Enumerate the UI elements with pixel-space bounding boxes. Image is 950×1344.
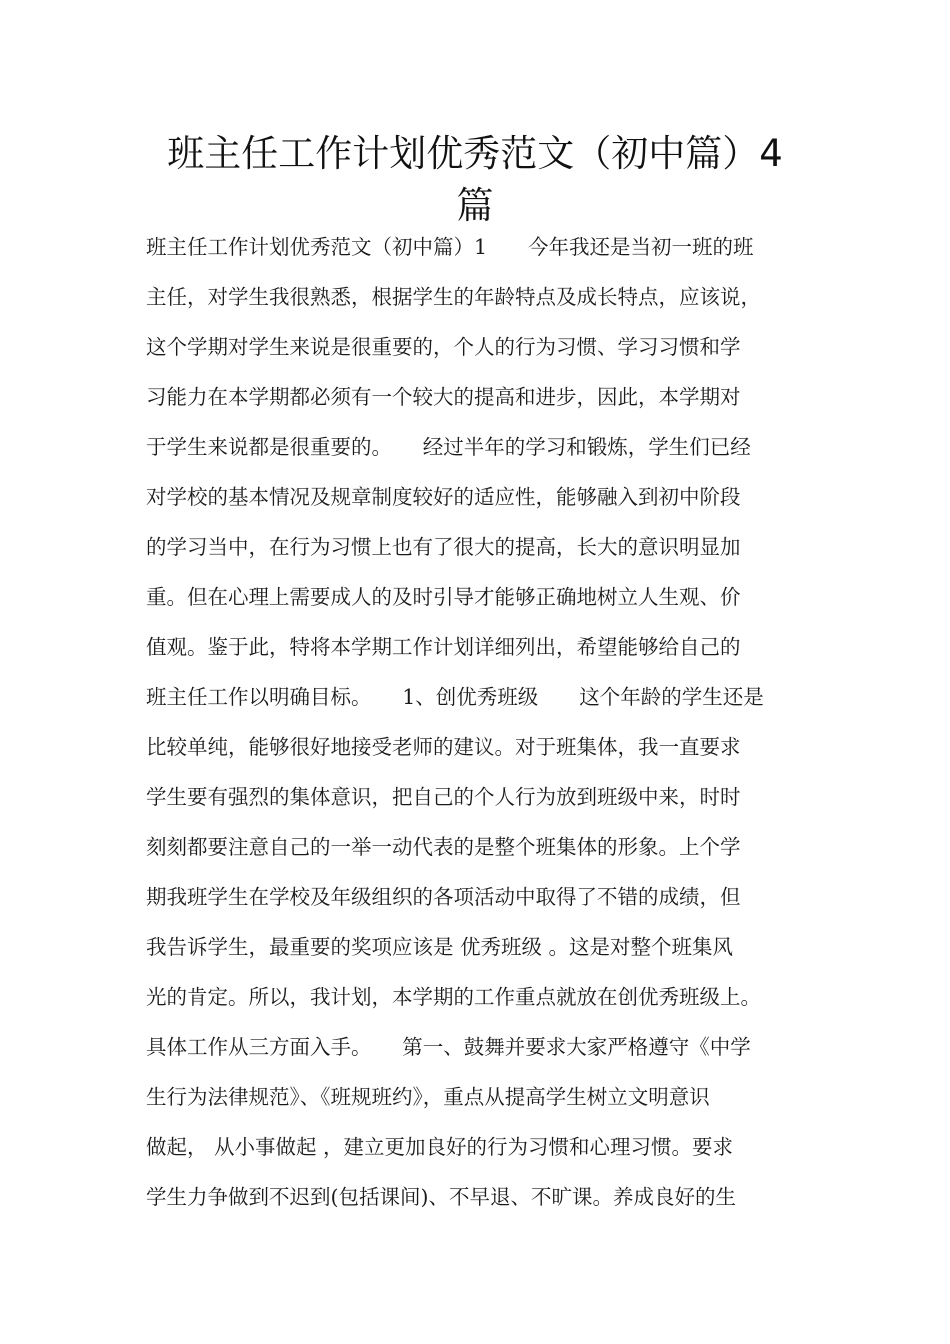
body-line: 生行为法律规范》、《班规班约》，重点从提高学生树立文明意识 — [146, 1085, 710, 1109]
body-line: 值观。鉴于此，特将本学期工作计划详细列出，希望能够给自己的 — [146, 635, 741, 659]
document-title-line-2: 篇 — [456, 184, 494, 227]
body-line: 做起， 从小事做起 ，建立更加良好的行为习惯和心理习惯。要求 — [146, 1135, 734, 1159]
body-line: 刻刻都要注意自己的一举一动代表的是整个班集体的形象。上个学 — [146, 835, 741, 859]
body-line: 班主任工作计划优秀范文（初中篇）1 今年我还是当初一班的班 — [146, 235, 754, 259]
body-line: 期我班学生在学校及年级组织的各项活动中取得了不错的成绩，但 — [146, 885, 741, 909]
body-line: 于学生来说都是很重要的。 经过半年的学习和锻炼，学生们已经 — [146, 435, 751, 459]
body-line: 重。但在心理上需要成人的及时引导才能够正确地树立人生观、价 — [146, 585, 741, 609]
body-line: 学生要有强烈的集体意识，把自己的个人行为放到班级中来，时时 — [146, 785, 741, 809]
document-title-line-1: 班主任工作计划优秀范文（初中篇）4 — [167, 132, 783, 175]
body-line: 对学校的基本情况及规章制度较好的适应性，能够融入到初中阶段 — [146, 485, 741, 509]
body-line: 具体工作从三方面入手。 第一、鼓舞并要求大家严格遵守《中学 — [146, 1035, 751, 1059]
document-title — [120, 128, 830, 232]
body-line: 光的肯定。所以，我计划，本学期的工作重点就放在创优秀班级上。 — [146, 985, 761, 1009]
body-line: 主任，对学生我很熟悉，根据学生的年龄特点及成长特点，应该说， — [146, 285, 761, 309]
body-line: 我告诉学生，最重要的奖项应该是 优秀班级 。这是对整个班集风 — [146, 935, 734, 959]
body-line: 学生力争做到不迟到(包括课间)、不早退、不旷课。养成良好的生 — [146, 1185, 736, 1209]
body-line: 比较单纯，能够很好地接受老师的建议。对于班集体，我一直要求 — [146, 735, 741, 759]
body-line: 这个学期对学生来说是很重要的，个人的行为习惯、学习习惯和学 — [146, 335, 741, 359]
body-line: 的学习当中，在行为习惯上也有了很大的提高，长大的意识明显加 — [146, 535, 741, 559]
body-line: 习能力在本学期都必须有一个较大的提高和进步，因此，本学期对 — [146, 385, 741, 409]
body-line: 班主任工作以明确目标。 1、创优秀班级 这个年龄的学生还是 — [146, 685, 764, 709]
